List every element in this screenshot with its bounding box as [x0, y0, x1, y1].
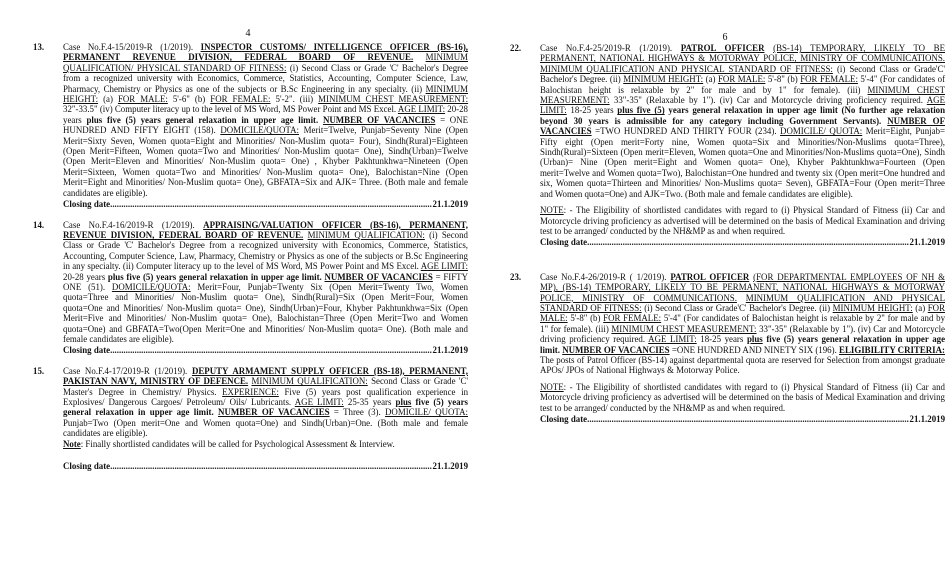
closing-date: Closing date ..... 21.1.2019 [540, 237, 945, 247]
page-number-left: 4 [245, 28, 251, 39]
post-title: DEPUTY ARMAMENT SUPPLY OFFICER (BS-18), PERMANENT, PAKISTAN NAVY, MINISTRY OF DEFENCE. [63, 365, 468, 387]
closing-date: Closing date ..... 21.1.2019 [63, 345, 468, 355]
advert-item-15 [28, 366, 468, 472]
page-number-right: 6 [722, 32, 728, 43]
advert-item-22 [505, 43, 945, 248]
item-body: Case No.F.4-16/2019-R (1/2019). APPRAISING/VALUATION OFFICER (BS-16), PERMANENT, REVENUE DIVISION, FEDERAL BOARD OF REVENUE. MINIMUM QUALIFICATION: (i) Second Class or Grade 'C' Bachelor's Degree from a recognized university with Economics, Commerce, Statistics, Accounting, Computer Science, Law, Pharmacy, Chemistry or Physics as one of the subjects or B.Sc Engineering in any specialty. (ii) Computer literacy up to the level of MS Word, MS Power Point and MS Excel. AGE LIMIT: 20-28 years plus five (5) years general relaxation in upper age limit. NUMBER OF VACANCIES = FIFTY ONE (51). DOMICILE/QUOTA: Merit=Four, Punjab=Twenty Six (Open Merit=Twenty Two, Women quota=Three and Minorities/ Non-Muslim quota= One), Sindh(Rural)=Six (Open Merit=Four, Women quota=One and Minorities/ Non-Muslim quota= One), Sindh(Urban)=Four, Khyber Pakhtunkhwa=Six (Open Merit=Five and Minorities/ Non-Muslim quota= One), Balochistan=Three (Open Merit=Two and Women quota=One) and GBFATA=Two(Open Merit=One and Minorities/ Non-Muslim quota= One). (Both male and female candidates are eligible). [63, 219, 469, 344]
advert-item-13 [28, 42, 468, 210]
advert-item-23 [505, 272, 945, 425]
item-number: 14. [33, 219, 45, 230]
item-note: NOTE: - The Eligibility of shortlisted candidates with regard to (i) Physical Standard of Fitness (ii) Car and Motorcycle driving proficiency as advertised will be determined on the basis of Medical Examination and driving test to be arranged/ conducted by the NH&MP as and when required. [540, 205, 945, 236]
left-column [28, 0, 468, 471]
item-number: 13. [33, 42, 45, 52]
post-title: INSPECTOR CUSTOMS/ INTELLIGENCE OFFICER (BS-16), PERMANENT REVENUE DIVISION, FEDERAL BOARD OF REVENUE. [63, 42, 469, 63]
closing-date: Closing date ..... 21.1.2019 [540, 414, 945, 424]
item-body: Case No.F.4-15/2019-R (1/2019). INSPECTOR CUSTOMS/ INTELLIGENCE OFFICER (BS-16), PERMANENT REVENUE DIVISION, FEDERAL BOARD OF REVENUE. MINIMUM QUALIFICATION/ PHYSICAL STANDARD OF FITNESS: (i) Second Class or Grade 'C' Bachelor's Degree from a recognized university with Economics, Commerce, Statistics, Accounting, Computer Science, Law, Pharmacy, Chemistry or Physics as one of the subjects or B.Sc Engineering in any specialty. (ii) MINIMUM HEIGHT: (a) FOR MALE: 5'-6" (b) FOR FEMALE: 5'-2". (iii) MINIMUM CHEST MEASUREMENT: 32"-33.5" (iv) Computer literacy up to the level of MS Word, MS Power Point and MS Excel. AGE LIMIT: 20-28 years plus five (5) years general relaxation in upper age limit. NUMBER OF VACANCIES = ONE HUNDRED AND FIFTY EIGHT (158). DOMICILE/QUOTA: Merit=Twelve, Punjab=Seventy Nine (Open Merit=Sixty Seven, Women quota=Eight and Minorities/ Non-Muslim quota= Four), Sindh(Rural)=Eighteen (Open Merit=Fifteen, Women quota=Two and Minorities/ Non-Muslim quota= One), Sindh(Urban)=Twelve (Open Merit=Eleven and Minorities/ Non-Muslim quota= One) , Khyber Pakhtunkhwa=Nineteen (Open Merit=Sixteen, Women quota=Two and Minorities/ Non-Muslim quota= One), Balochistan=Nine (Open Merit=Eight and Minorities/ Non-Muslim quota= One), GBFATA=Six and AJK= Three. (Both male and female candidates are eligible). [63, 42, 469, 198]
right-column [505, 0, 945, 424]
post-title: APPRAISING/VALUATION OFFICER (BS-16), PERMANENT, REVENUE DIVISION, FEDERAL BOARD OF REVENUE. [63, 219, 469, 240]
post-title: PATROL OFFICER [680, 43, 765, 53]
item-body: Case No.F.4-17/2019-R (1/2019). DEPUTY ARMAMENT SUPPLY OFFICER (BS-18), PERMANENT, PAKISTAN NAVY, MINISTRY OF DEFENCE. MINIMUM QUALIFICATION: Second Class or Grade 'C' Master's Degree in Chemistry/ Physics. EXPERIENCE: Five (5) years post qualification experience in Explosives/ Dangerous Cargoes/ Petroleum/ Oils/ Lubricants. AGE LIMIT: 25-35 years plus five (5) years general relaxation in upper age limit. NUMBER OF VACANCIES = Three (3). DOMICILE/ QUOTA: Punjab=Two (Open merit=One and Women quota=One) and Sindh(Urban)=One. (Both male and female candidates are eligible). [63, 365, 469, 439]
advert-item-14 [28, 220, 468, 356]
item-number: 22. [510, 43, 522, 53]
closing-date: Closing date ..... 21.1.2019 [63, 199, 468, 209]
item-number: 15. [33, 365, 45, 376]
item-note: NOTE: - The Eligibility of shortlisted candidates with regard to (i) Physical Standard of Fitness (ii) Car and Motorcycle driving proficiency as advertised will be determined on the basis of Medical Examination and driving test to be arranged/ conducted by the NH&MP as and when required. [540, 381, 945, 413]
item-number: 23. [510, 271, 522, 282]
post-title: PATROL OFFICER [670, 271, 750, 282]
item-note: Note: Finally shortlisted candidates will be called for Psychological Assessment & Interview. [63, 438, 395, 449]
item-body: Case No.F.4-26/2019-R ( 1/2019). PATROL OFFICER (FOR DEPARTMENTAL EMPLOYEES OF NH & MP), (BS-14) TEMPORARY, LIKELY TO BE PERMANENT, NATIONAL HIGHWAYS & MOTORWAY POLICE, MINISTRY OF COMMUNICATIONS. MINIMUM QUALIFICATION AND PHYSICAL STANDARD OF FITNESS: (i) Second Class or Grade'C' Bachelor's Degree. (ii) MINIMUM HEIGHT: (a) FOR MALE: 5'-8" (b) FOR FEMALE: 5'-4" (For candidates of Balochistan height is relaxable by 2" for male and by 1" for female). (iii) MINIMUM CHEST MEASUREMENT: 33"-35" (Relaxable by 1"). (iv) Car and Motorcycle driving proficiency required. AGE LIMIT: 18-25 years plus five (5) years general relaxation in upper age limit. NUMBER OF VACANCIES =ONE HUNDRED AND NINETY SIX (196). ELIGIBILITY CRITERIA: The posts of Patrol Officer (BS-14) against departmental quota are reserved for Selection from amongst graduate APOs/ JPOs of National Highways & Motorway Police. [540, 271, 946, 376]
item-body: Case No.F.4-25/2019-R (1/2019). PATROL OFFICER (BS-14) TEMPORARY, LIKELY TO BE PERMANENT, NATIONAL HIGHWAYS & MOTORWAY POLICE, MINISTRY OF COMMUNICATIONS. MINIMUM QUALIFICATION AND PHYSICAL STANDARD OF FITNESS: (i) Second Class or Grade'C' Bachelor's Degree. (ii) MINIMUM HEIGHT: (a) FOR MALE: 5'-8" (b) FOR FEMALE: 5'-4" (For candidates of Balochistan height is relaxable by 2" for male and by 1" for female). (iii) MINIMUM CHEST MEASUREMENT: 33"-35" (Relaxable by 1"). (iv) Car and Motorcycle driving proficiency required. AGE LIMIT: 18-25 years plus five (5) years general relaxation in upper age limit (No further age relaxation beyond 30 years is admissible for any category including Government Servants). NUMBER OF VACANCIES =TWO HUNDRED AND THIRTY FOUR (234). DOMICILE/ QUOTA: Merit=Eight, Punjab= Fifty eight (Open merit=Forty nine, Women quota=Six and Minorities/Non-Muslims quota=Three), Sindh(Rural)=Sixteen (Open merit=Eleven, Women quota=One and Minorities/Non-Muslims quota=One), Sindh (Urban)= Nine (Open merit=Eight and Women quota= One), Khyber Pakhtunkhwa=Fourteen (Open merit=Twelve and Women quota=Two), Balochistan=One hundred and twenty six (Open merit=One hundred and six, Women quota=Thirteen and Minorities/ Non-Muslims quota= Seven), GBFATA=Four (Open merit=Three and Women quota=One) and AJK=Two. (Both male and female candidates are eligible). [540, 43, 946, 199]
closing-date: Closing date ..... 21.1.2019 [63, 461, 468, 471]
